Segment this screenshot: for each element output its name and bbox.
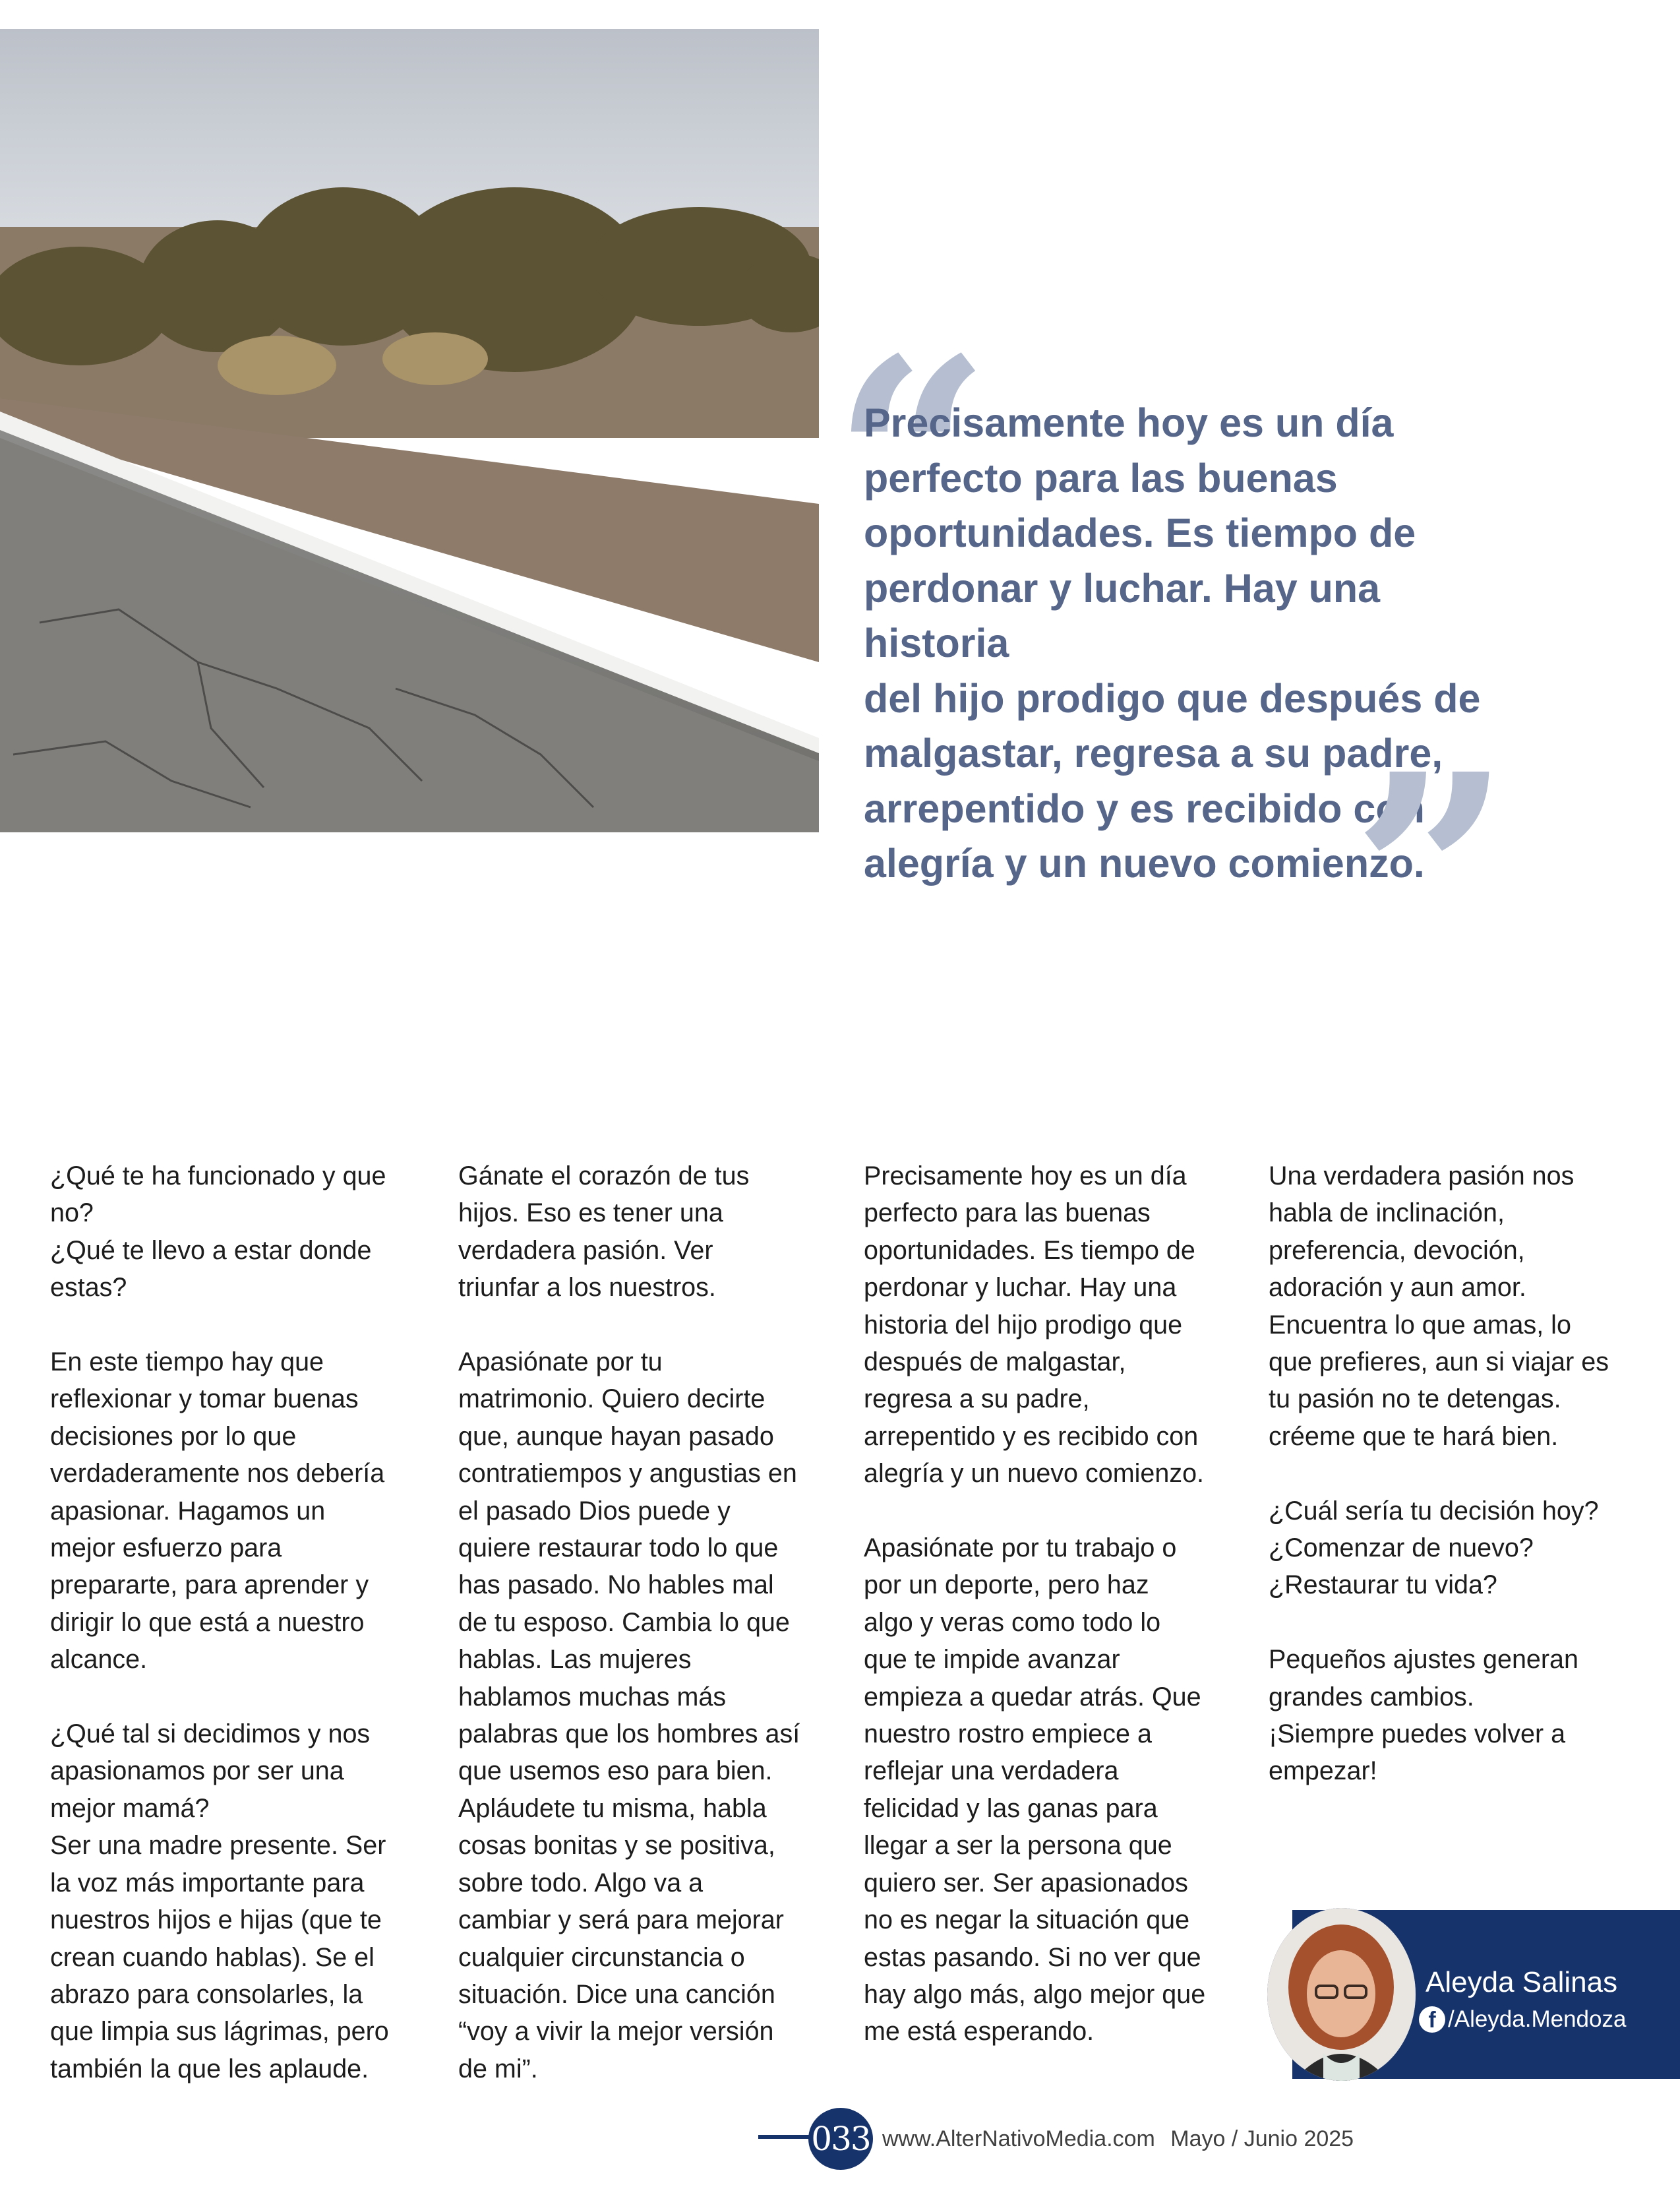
- footer-rule: [758, 2135, 811, 2139]
- paragraph: ¿Qué tal si decidimos y nos apasionamos por ser una mejor mamá? Ser una madre presente. Ser la voz más importante para nuestros hijos e hijas (que te crean cuando hablas). Se el abrazo para consolarles, la que limpia sus lágrimas, pero también la que les aplaude.: [50, 1719, 389, 2083]
- paragraph: Apasiónate por tu matrimonio. Quiero decirte que, aunque hayan pasado contratiempos y angustias en el pasado Dios puede y quiere restaurar todo lo que has pasado. No hables mal de tu esposo. Cambia lo que hablas. Las mujeres hablamos muchas más palabras que los hombres así que usemos eso para bien. Apláudete tu misma, habla cosas bonitas y se positiva, sobre todo. Algo va a cambiar y será para mejorar cualquier circunstancia o situación. Dice una canción “voy a vivir la mejor versión de mi”.: [458, 1347, 800, 2083]
- paragraph: Apasiónate por tu trabajo o por un deporte, pero haz algo y veras como todo lo que te impide avanzar empieza a quedar atrás. Que nuestro rostro empiece a reflejar una verdadera felicidad y las ganas para llegar a ser la persona que quiero ser. Ser apasionados no es negar la situación que estas pasando. Si no ver que hay algo más, algo mejor que me está esperando.: [864, 1533, 1206, 2047]
- footer-text: [882, 2122, 1363, 2155]
- article-column-1: [50, 1157, 439, 2125]
- paragraph: Gánate el corazón de tus hijos. Eso es tener una verdadera pasión. Ver triunfar a los nuestros.: [458, 1161, 750, 1303]
- author-handle: /Aleyda.Mendoza: [1448, 2006, 1627, 2032]
- author-social-link[interactable]: [1419, 2005, 1626, 2034]
- paragraph: Pequeños ajustes generan grandes cambios. ¡Siempre puedes volver a empezar!: [1269, 1645, 1578, 1786]
- article-column-4: [1269, 1157, 1658, 1827]
- close-quote-mark: ”: [1352, 714, 1511, 1039]
- author-avatar: [1267, 1908, 1416, 2081]
- paragraph: Una verdadera pasión nos habla de inclinación, preferencia, devoción, adoración y aun amor. Encuentra lo que amas, lo que prefieres, aun si viajar es tu pasión no te detengas. créeme que te hará bien.: [1269, 1161, 1609, 1451]
- page-number: 033: [808, 2108, 873, 2170]
- article-column-3: [864, 1157, 1253, 2087]
- facebook-icon: f: [1419, 2006, 1445, 2033]
- footer-website[interactable]: www.AlterNativoMedia.com: [882, 2126, 1155, 2151]
- desert-road-photo: [0, 29, 819, 832]
- article-column-2: [458, 1157, 847, 2125]
- author-name: Aleyda Salinas: [1425, 1966, 1618, 1998]
- paragraph: Precisamente hoy es un día perfecto para las buenas oportunidades. Es tiempo de perdonar y luchar. Hay una historia del hijo prodigo que después de malgastar, regresa a su padre, arrepentido y es recibido con alegría y un nuevo comienzo.: [864, 1161, 1205, 1489]
- pull-quote-text: Precisamente hoy es un día perfecto para las buenas oportunidades. Es tiempo de perdonar y luchar. Hay una historia del hijo prodigo que después de malgastar, regresa a su padre, arrepentido y es recibido con alegría y un nuevo comienzo.: [864, 400, 1481, 886]
- footer-issue: Mayo / Junio 2025: [1170, 2126, 1354, 2151]
- open-quote-mark: “: [832, 299, 992, 624]
- paragraph: ¿Cuál sería tu decisión hoy? ¿Comenzar de nuevo? ¿Restaurar tu vida?: [1269, 1496, 1599, 1600]
- paragraph: En este tiempo hay que reflexionar y tomar buenas decisiones por lo que verdaderamente nos debería apasionar. Hagamos un mejor esfuerzo para prepararte, para aprender y dirigir lo que está a nuestro alcance.: [50, 1347, 385, 1675]
- pull-quote: [832, 299, 1530, 1039]
- paragraph: ¿Qué te ha funcionado y que no? ¿Qué te llevo a estar donde estas?: [50, 1161, 386, 1303]
